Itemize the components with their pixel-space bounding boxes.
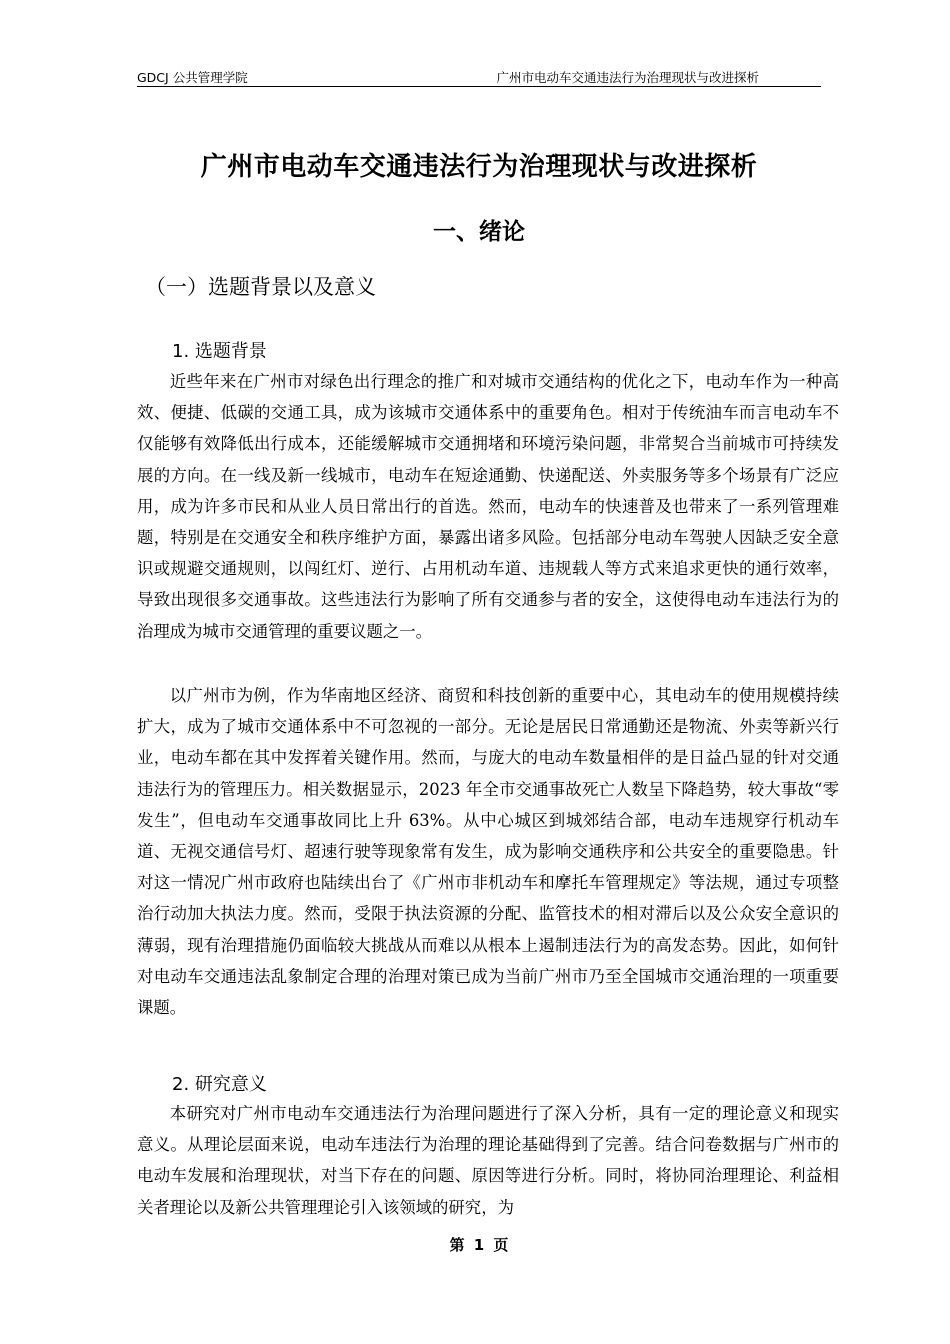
page-header xyxy=(137,66,821,87)
paragraph-significance: 本研究对广州市电动车交通违法行为治理问题进行了深入分析，具有一定的理论意义和现实意义。从理论层面来说，电动车违法行为治理的理论基础得到了完善。结合问卷数据与广州市的电动车发展和治理现状，对当下存在的问题、原因等进行分析。同时，将协同治理理论、利益相关者理论以及新公共管理理论引入该领域的研究，为 xyxy=(137,1104,839,1217)
header-running-title: 广州市电动车交通违法行为治理现状与改进探析 xyxy=(496,70,759,85)
chapter-heading: 一、绪论 xyxy=(433,219,525,245)
document-title: 广州市电动车交通违法行为治理现状与改进探析 xyxy=(200,152,758,182)
subsection-heading-significance: 2. 研究意义 xyxy=(172,1074,267,1095)
paragraph-background-1: 近些年来在广州市对绿色出行理念的推广和对城市交通结构的优化之下，电动车作为一种高效、便捷、低碳的交通工具，成为该城市交通体系中的重要角色。相对于传统油车而言电动车不仅能够有效降低出行成本，还能缓解城市交通拥堵和环境污染问题，非常契合当前城市可持续发展的方向。在一线及新一线城市，电动车在短途通勤、快递配送、外卖服务等多个场景有广泛应用，成为许多市民和从业人员日常出行的首选。然而，电动车的快速普及也带来了一系列管理难题，特别是在交通安全和秩序维护方面，暴露出诸多风险。包括部分电动车驾驶人因缺乏安全意识或规避交通规则，以闯红灯、逆行、占用机动车道、违规载人等方式来追求更快的通行效率，导致出现很多交通事故。这些违法行为影响了所有交通参与者的安全，这使得电动车违法行为的治理成为城市交通管理的重要议题之一。 xyxy=(137,372,839,641)
section-heading: （一）选题背景以及意义 xyxy=(145,275,376,299)
page-number: 第 1 页 xyxy=(449,1236,509,1254)
header-school: GDCJ 公共管理学院 xyxy=(137,70,248,85)
subsection-heading-background: 1. 选题背景 xyxy=(172,341,267,362)
paragraph-background-2: 以广州市为例，作为华南地区经济、商贸和科技创新的重要中心，其电动车的使用规模持续扩大，成为了城市交通体系中不可忽视的一部分。无论是居民日常通勤还是物流、外卖等新兴行业，电动车都在其中发挥着关键作用。然而，与庞大的电动车数量相伴的是日益凸显的针对交通违法行为的管理压力。相关数据显示，2023 年全市交通事故死亡人数呈下降趋势，较大事故“零发生”，但电动车交通事故同比上升 63%。从中心城区到城郊结合部，电动车违规穿行机动车道、无视交通信号灯、超速行驶等现象常有发生，成为影响交通秩序和公共安全的重要隐患。针对这一情况广州市政府也陆续出台了《广州市非机动车和摩托车管理规定》等法规，通过专项整治行动加大执法力度。然而，受限于执法资源的分配、监管技术的相对滞后以及公众安全意识的薄弱，现有治理措施仍面临较大挑战从而难以从根本上遏制违法行为的高发态势。因此，如何针对电动车交通违法乱象制定合理的治理对策已成为当前广州市乃至全国城市交通治理的一项重要课题。 xyxy=(137,686,839,1018)
